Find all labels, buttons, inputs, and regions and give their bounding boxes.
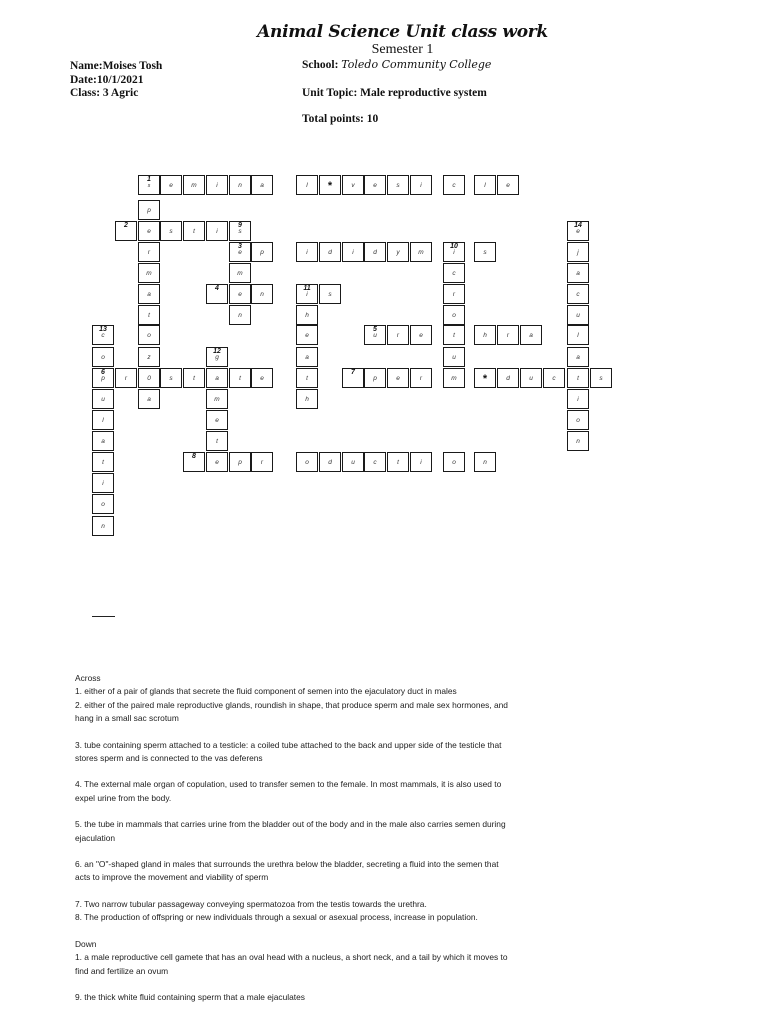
- cell-letter: m: [451, 375, 457, 382]
- clue-across-7: 7. Two narrow tubular passageway conveying spermatozoa from the testis towards the urethra.: [75, 898, 427, 909]
- crossword-cell: [410, 242, 432, 262]
- cell-letter: e: [215, 459, 219, 466]
- cell-letter: u: [529, 375, 533, 382]
- crossword-cell: [410, 452, 432, 472]
- crossword-cell: [296, 368, 318, 388]
- cell-letter: i: [577, 396, 579, 403]
- cell-letter: a: [147, 291, 151, 298]
- cell-letter: p: [238, 459, 242, 466]
- crossword-cell: [138, 347, 160, 367]
- crossword-cell: [497, 325, 519, 345]
- crossword-cell: [206, 284, 228, 304]
- crossword-cell: [138, 221, 160, 241]
- cell-letter: n: [238, 312, 242, 319]
- total-points: Total points: 10: [302, 113, 379, 125]
- clue-number: 10: [450, 243, 458, 250]
- cell-letter: c: [552, 375, 556, 382]
- crossword-cell: [92, 347, 114, 367]
- cell-letter: t: [306, 375, 308, 382]
- crossword-cell: [206, 221, 228, 241]
- crossword-cell: [319, 452, 341, 472]
- crossword-cell: [251, 242, 273, 262]
- clue-across-2: 2. either of the paired male reproductive glands, roundish in shape, that produce sperm and male sex hormones, and hang in a small sac scrotum: [75, 699, 508, 724]
- crossword-cell: [183, 368, 205, 388]
- crossword-cell: [387, 452, 409, 472]
- cell-letter: n: [238, 182, 242, 189]
- cell-letter: r: [260, 459, 264, 466]
- crossword-cell: [590, 368, 612, 388]
- down-heading: Down: [75, 938, 97, 949]
- cell-letter: r: [452, 291, 456, 298]
- cell-letter: e: [238, 291, 242, 298]
- crossword-cell: [206, 389, 228, 409]
- across-heading: Across: [75, 673, 101, 683]
- clue-across-6: 6. an "O"-shaped gland in males that surrounds the urethra below the bladder, secreting a fluid into the semen that acts to improve the movement and viability of sperm: [75, 859, 499, 883]
- student-name: Name:Moises Tosh: [70, 60, 163, 72]
- cell-letter: p: [147, 207, 151, 214]
- cell-letter: e: [396, 375, 400, 382]
- cell-letter: e: [506, 182, 510, 189]
- crossword-cell: [160, 175, 182, 195]
- crossword-cell: [567, 347, 589, 367]
- clue-number: 3: [238, 243, 242, 250]
- cell-letter: d: [373, 249, 377, 256]
- cell-letter: m: [418, 249, 424, 256]
- crossword-cell: [92, 494, 114, 514]
- school-label: School:: [302, 59, 339, 71]
- crossword-cell: [183, 175, 205, 195]
- clue-down-9: 9. the thick white fluid containing sperm that a male ejaculates: [75, 991, 305, 1002]
- crossword-cell: [342, 368, 364, 388]
- crossword-cell: [206, 175, 228, 195]
- crossword-cell: [183, 221, 205, 241]
- crossword-cell: [229, 263, 251, 283]
- cell-letter: g: [215, 354, 219, 361]
- crossword-cell: [138, 325, 160, 345]
- cell-letter: t: [193, 375, 195, 382]
- crossword-cell: [138, 263, 160, 283]
- crossword-cell: [138, 389, 160, 409]
- crossword-cell: [206, 410, 228, 430]
- clue-number: 12: [213, 348, 221, 355]
- cell-letter: m: [214, 396, 220, 403]
- cell-letter: o: [576, 417, 580, 424]
- class-label: Class: 3 Agric: [70, 87, 139, 99]
- cell-letter: o: [147, 332, 151, 339]
- cell-letter: s: [483, 249, 487, 256]
- clue-number: 11: [303, 285, 311, 292]
- cell-letter: c: [576, 291, 580, 298]
- cell-letter: r: [396, 332, 400, 339]
- crossword-cell: [319, 242, 341, 262]
- cell-letter: j: [577, 249, 579, 256]
- clue-across-1: 1. either of a pair of glands that secrete the fluid component of semen into the ejaculatory duct in males: [75, 686, 457, 697]
- cell-letter: p: [373, 375, 377, 382]
- cell-letter: y: [396, 249, 400, 256]
- crossword-cell: [410, 368, 432, 388]
- clue-across-8: 8. The production of offspring or new individuals through a sexual or asexual process, increase in population.: [75, 912, 478, 923]
- clue-number: 8: [192, 453, 196, 460]
- crossword-cell: [229, 452, 251, 472]
- crossword-cell: [474, 242, 496, 262]
- clue-across-5: 5. the tube in mammals that carries urine from the bladder out of the body and in the male also carries semen during ejaculation: [75, 819, 506, 843]
- cell-letter: t: [397, 459, 399, 466]
- cell-letter: e: [169, 182, 173, 189]
- crossword-cell: [443, 175, 465, 195]
- crossword-cell: [567, 242, 589, 262]
- cell-letter: i: [420, 459, 422, 466]
- clue-across-4: 4. The external male organ of copulation, used to transfer semen to the female. In most mammals, it is also used to expel urine from the body.: [75, 779, 502, 803]
- cell-letter: u: [576, 312, 580, 319]
- cell-letter: s: [169, 228, 173, 235]
- clue-number: 9: [238, 222, 242, 229]
- crossword-cell: [443, 305, 465, 325]
- cell-letter: i: [216, 182, 218, 189]
- cell-letter: c: [373, 459, 377, 466]
- cell-letter: e: [576, 228, 580, 235]
- cell-letter: a: [215, 375, 219, 382]
- crossword-cell: [387, 242, 409, 262]
- school-name: Toledo Community College: [341, 58, 492, 71]
- cell-letter: s: [147, 183, 151, 189]
- cell-letter: t: [239, 375, 241, 382]
- crossword-cell: [251, 284, 273, 304]
- cell-letter: h: [305, 396, 309, 403]
- crossword-cell: [387, 325, 409, 345]
- clue-number: 1: [147, 176, 151, 183]
- crossword-cell: [364, 242, 386, 262]
- cell-letter: n: [260, 291, 264, 298]
- crossword-cell: [138, 305, 160, 325]
- crossword-cell: [92, 431, 114, 451]
- cell-letter: u: [101, 396, 105, 403]
- cell-letter: a: [529, 332, 533, 339]
- crossword-cell: [364, 175, 386, 195]
- cell-letter: t: [148, 312, 150, 319]
- crossword-cell: [474, 452, 496, 472]
- clue-number: 7: [351, 369, 355, 376]
- cell-letter: a: [101, 438, 105, 445]
- crossword-cell: [567, 368, 589, 388]
- crossword-cell: [497, 175, 519, 195]
- cell-letter: p: [260, 249, 264, 256]
- crossword-cell: [229, 284, 251, 304]
- unit-topic: Unit Topic: Male reproductive system: [302, 87, 487, 99]
- cell-letter: h: [305, 312, 309, 319]
- asterisk-mark: *: [327, 180, 333, 192]
- crossword-cell: [206, 368, 228, 388]
- cell-letter: a: [260, 182, 264, 189]
- crossword-cell: [567, 410, 589, 430]
- divider-line: [92, 616, 115, 617]
- crossword-cell: [92, 389, 114, 409]
- clue-number: 4: [215, 285, 219, 292]
- crossword-cell: [251, 452, 273, 472]
- cell-letter: p: [101, 375, 105, 382]
- crossword-cell: [138, 284, 160, 304]
- cell-letter: i: [102, 480, 104, 487]
- cell-letter: v: [351, 182, 355, 189]
- crossword-cell: [229, 305, 251, 325]
- crossword-cell: [342, 175, 364, 195]
- cell-letter: i: [352, 249, 354, 256]
- cell-letter: c: [101, 332, 105, 339]
- crossword-cell: [364, 368, 386, 388]
- crossword-cell: [410, 325, 432, 345]
- crossword-cell: [342, 452, 364, 472]
- cell-letter: d: [506, 375, 510, 382]
- crossword-cell: [92, 452, 114, 472]
- clue-number: 14: [574, 222, 582, 229]
- cell-letter: c: [452, 270, 456, 277]
- crossword-cell: [206, 452, 228, 472]
- crossword-cell: [520, 368, 542, 388]
- crossword-cell: [474, 325, 496, 345]
- crossword-cell: [138, 242, 160, 262]
- crossword-cell: [296, 347, 318, 367]
- crossword-cell: [92, 410, 114, 430]
- crossword-cell: [474, 368, 496, 388]
- clue-number: 13: [99, 326, 107, 333]
- cell-letter: d: [328, 459, 332, 466]
- cell-letter: n: [483, 459, 487, 466]
- cell-letter: h: [483, 332, 487, 339]
- cell-letter: r: [124, 375, 128, 382]
- cell-letter: i: [453, 249, 455, 256]
- cell-letter: o: [101, 354, 105, 361]
- cell-letter: e: [147, 228, 151, 235]
- cell-letter: n: [101, 523, 105, 530]
- cell-letter: o: [452, 459, 456, 466]
- crossword-cell: [319, 175, 341, 195]
- cell-letter: t: [577, 375, 579, 382]
- cell-letter: z: [147, 354, 151, 361]
- crossword-cell: [567, 284, 589, 304]
- crossword-cell: [160, 368, 182, 388]
- crossword-cell: [251, 368, 273, 388]
- page-title: Animal Science Unit class work: [257, 22, 548, 42]
- crossword-cell: [115, 221, 137, 241]
- cell-letter: s: [396, 182, 400, 189]
- cell-letter: t: [102, 459, 104, 466]
- crossword-cell: [206, 431, 228, 451]
- crossword-cell: [160, 221, 182, 241]
- cell-letter: m: [237, 270, 243, 277]
- cell-letter: a: [147, 396, 151, 403]
- crossword-cell: [567, 389, 589, 409]
- crossword-cell: [92, 325, 114, 345]
- crossword-cell: [520, 325, 542, 345]
- cell-letter: r: [419, 375, 423, 382]
- cell-letter: e: [215, 417, 219, 424]
- crossword-cell: [92, 368, 114, 388]
- crossword-cell: [567, 431, 589, 451]
- crossword-cell: [115, 368, 137, 388]
- asterisk-mark: *: [482, 373, 488, 385]
- cell-letter: s: [599, 375, 603, 382]
- crossword-cell: [138, 200, 160, 220]
- clue-down-1: 1. a male reproductive cell gamete that has an oval head with a nucleus, a short neck, and a tail by which it moves to find and fertilize an ovum: [75, 952, 508, 976]
- crossword-cell: [229, 368, 251, 388]
- cell-letter: s: [328, 291, 332, 298]
- crossword-cell: [206, 347, 228, 367]
- semester-label: Semester 1: [371, 42, 434, 57]
- crossword-cell: [183, 452, 205, 472]
- crossword-cell: [364, 452, 386, 472]
- crossword-cell: [543, 368, 565, 388]
- cell-letter: o: [305, 459, 309, 466]
- crossword-cell: [296, 175, 318, 195]
- crossword-cell: [443, 347, 465, 367]
- crossword-cell: [567, 325, 589, 345]
- cell-letter: u: [373, 332, 377, 339]
- crossword-cell: [364, 325, 386, 345]
- cell-letter: n: [576, 438, 580, 445]
- crossword-cell: [296, 452, 318, 472]
- crossword-cell: [92, 516, 114, 536]
- crossword-cell: [443, 284, 465, 304]
- date-label: Date:10/1/2021: [70, 73, 144, 86]
- crossword-cell: [296, 389, 318, 409]
- crossword-cell: [567, 263, 589, 283]
- crossword-cell: [497, 368, 519, 388]
- clue-across-3: 3. tube containing sperm attached to a testicle: a coiled tube attached to the back and upper side of the testicle that stores sperm and is connected to the vas deferens: [75, 739, 502, 764]
- cell-letter: m: [191, 182, 197, 189]
- cell-letter: l: [484, 182, 486, 189]
- crossword-cell: [387, 368, 409, 388]
- cell-letter: r: [147, 249, 151, 256]
- cell-letter: e: [238, 249, 242, 256]
- crossword-cell: [443, 325, 465, 345]
- cell-letter: a: [576, 270, 580, 277]
- crossword-cell: [296, 325, 318, 345]
- cell-letter: e: [260, 375, 264, 382]
- cell-letter: l: [577, 332, 579, 339]
- crossword-cell: [443, 368, 465, 388]
- cell-letter: e: [373, 182, 377, 189]
- crossword-cell: [567, 305, 589, 325]
- cell-letter: m: [146, 270, 152, 277]
- crossword-cell: [474, 175, 496, 195]
- clue-number: 6: [101, 369, 105, 376]
- cell-letter: s: [169, 375, 173, 382]
- crossword-cell: [138, 175, 160, 195]
- cell-letter: u: [452, 354, 456, 361]
- crossword-cell: [410, 175, 432, 195]
- crossword-cell: [342, 242, 364, 262]
- cell-letter: 0: [147, 375, 151, 382]
- clue-number: 5: [373, 326, 377, 333]
- crossword-cell: [251, 175, 273, 195]
- cell-letter: s: [238, 228, 242, 235]
- cell-letter: u: [351, 459, 355, 466]
- cell-letter: l: [102, 417, 104, 424]
- crossword-cell: [229, 175, 251, 195]
- clues-section: [75, 672, 515, 1004]
- crossword-cell: [92, 473, 114, 493]
- clue-number: 2: [124, 222, 128, 229]
- cell-letter: t: [193, 228, 195, 235]
- crossword-cell: [296, 284, 318, 304]
- cell-letter: a: [305, 354, 309, 361]
- crossword-cell: [443, 452, 465, 472]
- cell-letter: r: [506, 332, 510, 339]
- cell-letter: i: [306, 291, 308, 298]
- cell-letter: c: [452, 182, 456, 189]
- crossword-cell: [443, 263, 465, 283]
- cell-letter: i: [216, 228, 218, 235]
- cell-letter: o: [101, 501, 105, 508]
- cell-letter: i: [420, 182, 422, 189]
- crossword-cell: [387, 175, 409, 195]
- crossword-cell: [138, 368, 160, 388]
- crossword-cell: [229, 242, 251, 262]
- crossword-cell: [319, 284, 341, 304]
- cell-letter: l: [306, 182, 308, 189]
- cell-letter: a: [576, 354, 580, 361]
- cell-letter: o: [452, 312, 456, 319]
- crossword-cell: [296, 305, 318, 325]
- cell-letter: e: [419, 332, 423, 339]
- crossword-cell: [567, 221, 589, 241]
- cell-letter: t: [216, 438, 218, 445]
- cell-letter: e: [305, 332, 309, 339]
- cell-letter: i: [306, 249, 308, 256]
- crossword-cell: [443, 242, 465, 262]
- cell-letter: d: [328, 249, 332, 256]
- crossword-cell: [296, 242, 318, 262]
- cell-letter: t: [453, 332, 455, 339]
